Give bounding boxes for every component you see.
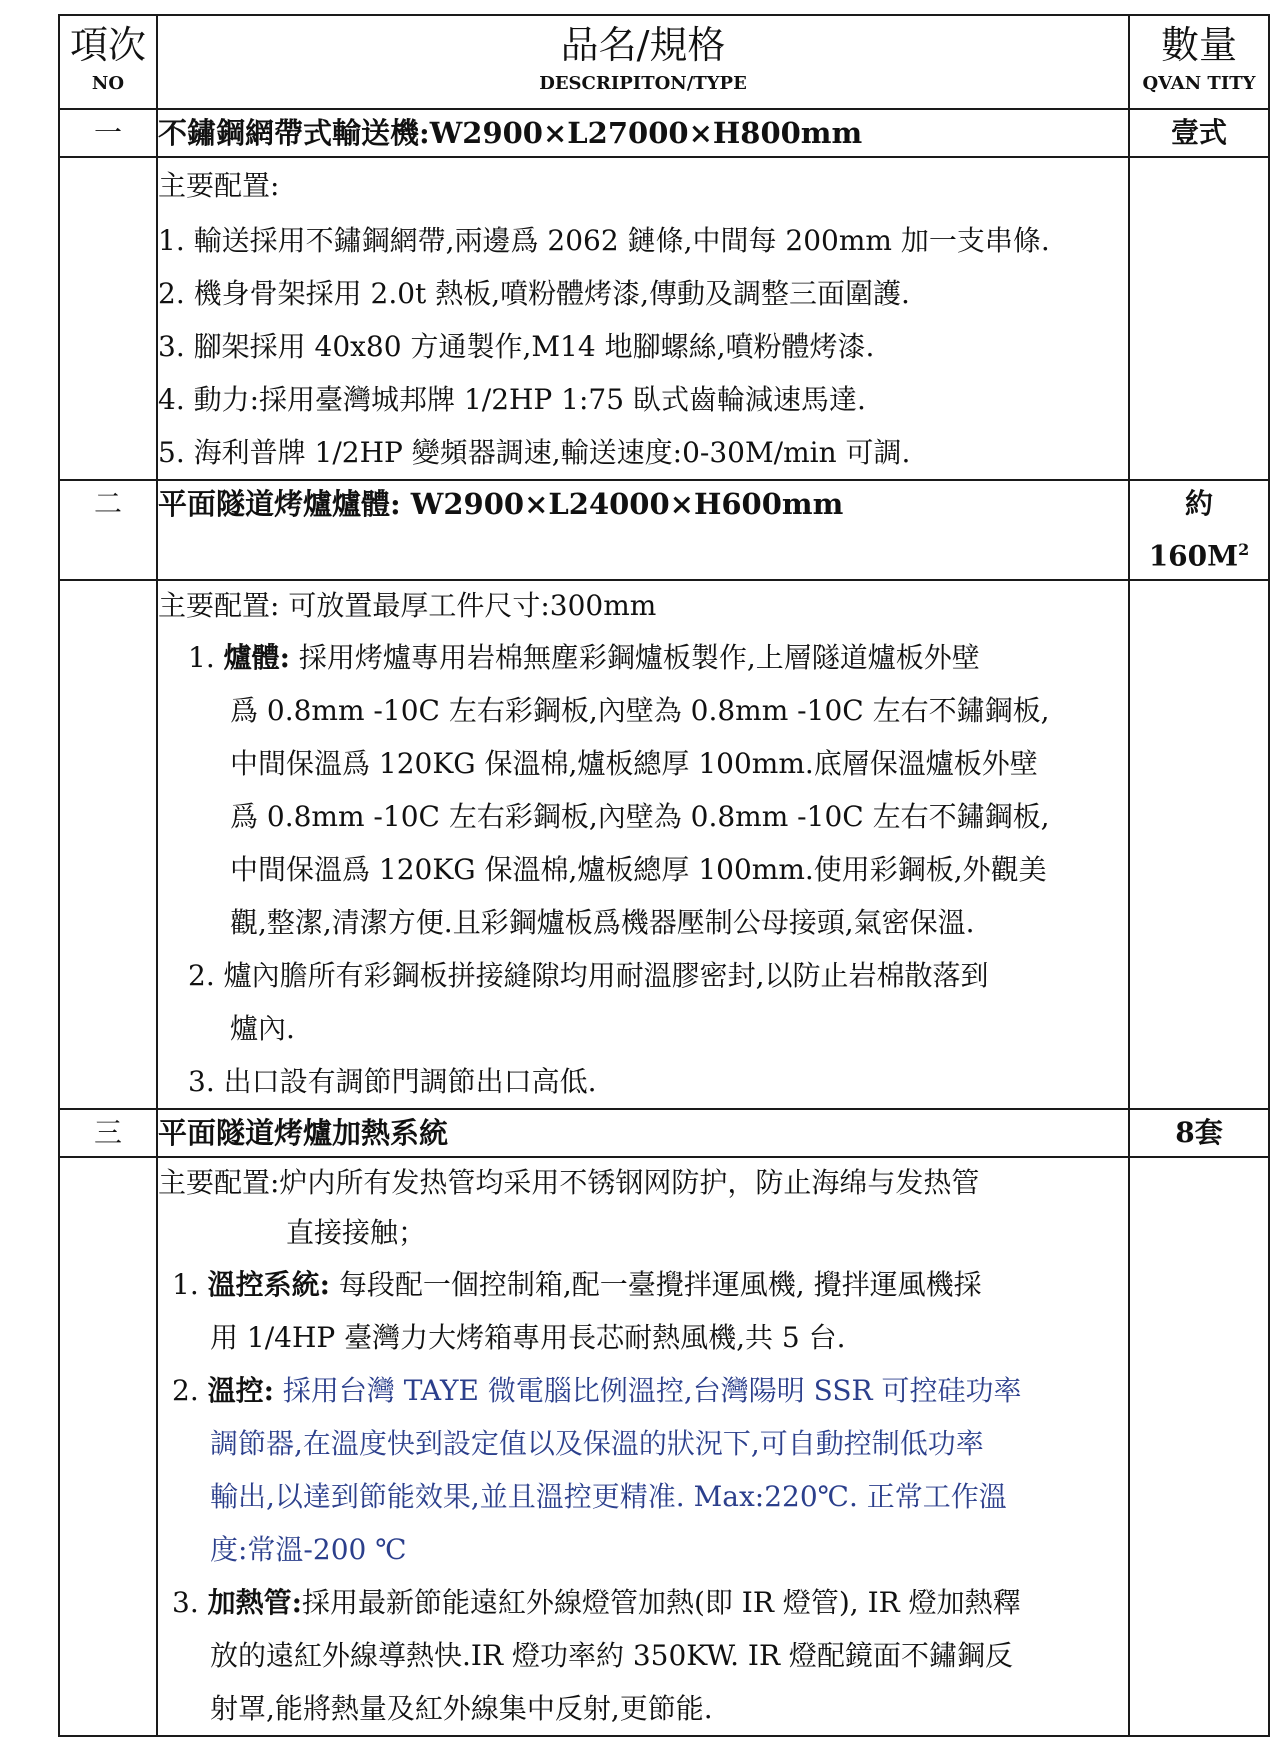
item1-qty: 壹式 (1129, 109, 1269, 157)
item1-qty-empty (1129, 157, 1269, 480)
item3-p3-cont-1: 放的遠紅外線導熱快.IR 燈功率約 350KW. IR 燈配鏡面不鏽鋼反 (210, 1639, 1013, 1673)
item3-p2-cont-3: 度:常溫-200 ℃ (210, 1533, 407, 1567)
item3-p2-first: 採用台灣 TAYE 微電腦比例溫控,台灣陽明 SSR 可控硅功率 (273, 1374, 1022, 1408)
item3-config-cont: 直接接触； (286, 1216, 427, 1250)
item3-qty: 8套 (1129, 1109, 1269, 1157)
item3-point-3 (158, 1576, 1128, 1629)
item1-title: 不鏽鋼網帶式輸送機:W2900×L27000×H800mm (157, 109, 1129, 157)
item3-p3-head: 加熱管: (207, 1586, 302, 1620)
item3-p2-num: 2. (172, 1374, 199, 1408)
item3-p2-cont-1: 調節器,在溫度快到設定值以及保溫的狀況下,可自動控制低功率 (210, 1427, 984, 1461)
item2-p1-first: 採用烤爐專用岩棉無塵彩鋼爐板製作,上層隧道爐板外壁 (289, 641, 980, 675)
header-desc-zh: 品名/規格 (560, 23, 726, 67)
item2-title-row (59, 480, 1269, 580)
item2-p1-cont-4: 中間保溫爲 120KG 保溫棉,爐板總厚 100mm.使用彩鋼板,外觀美 (230, 853, 1047, 887)
header-no-en: NO (91, 73, 125, 94)
header-qty-zh: 數量 (1160, 23, 1237, 67)
item1-line-5: 5. 海利普牌 1/2HP 變頻器調速,輸送速度:0-30M/min 可調. (158, 436, 911, 469)
item3-no: 三 (59, 1109, 157, 1157)
item2-title: 平面隧道烤爐爐體: W2900×L24000×H600mm (157, 480, 1129, 580)
header-no-zh: 項次 (69, 23, 146, 67)
item3-detail (157, 1157, 1129, 1736)
item3-p2-head: 溫控: (207, 1374, 274, 1408)
item3-point-1 (158, 1258, 1128, 1311)
header-qty-en: QVAN TITY (1142, 73, 1256, 94)
item2-p1-cont-3: 爲 0.8mm -10C 左右彩鋼板,內壁為 0.8mm -10C 左右不鏽鋼板, (230, 800, 1050, 834)
item2-p1-num: 1. (188, 641, 215, 675)
header-desc-en: DESCRIPITON/TYPE (539, 73, 747, 94)
header-description (157, 15, 1129, 109)
table-header-row (59, 15, 1269, 109)
item3-qty-empty (1129, 1157, 1269, 1736)
item3-p1-head: 溫控系統: (207, 1268, 330, 1302)
item3-p3-first: 採用最新節能遠紅外線燈管加熱(即 IR 燈管), IR 燈加熱釋 (301, 1586, 1021, 1620)
item3-p2-cont-2: 輸出,以達到節能效果,並且溫控更精准. Max:220℃. 正常工作溫 (210, 1480, 1007, 1514)
item2-qty-cell (1129, 480, 1269, 580)
item2-p1-cont-5: 觀,整潔,清潔方便.且彩鋼爐板爲機器壓制公母接頭,氣密保溫. (230, 906, 975, 940)
item1-line-3: 3. 腳架採用 40x80 方通製作,M14 地腳螺絲,噴粉體烤漆. (158, 330, 875, 363)
item2-no-empty (59, 580, 157, 1109)
item3-p3-num: 3. (172, 1586, 199, 1620)
item3-p1-first: 每段配一個控制箱,配一臺攪拌運風機, 攪拌運風機採 (329, 1268, 982, 1302)
item3-p1-cont: 用 1/4HP 臺灣力大烤箱專用長芯耐熱風機,共 5 台. (210, 1321, 846, 1355)
item1-line-2: 2. 機身骨架採用 2.0t 熱板,噴粉體烤漆,傳動及調整三面圍護. (158, 277, 910, 310)
item1-line-1: 1. 輸送採用不鏽鋼網帶,兩邊爲 2062 鏈條,中間每 200mm 加一支串條. (158, 224, 1050, 257)
item2-point-3: 3. 出口設有調節門調節出口高低. (188, 1065, 597, 1099)
item2-p1-cont-2: 中間保溫爲 120KG 保溫棉,爐板總厚 100mm.底層保溫爐板外壁 (230, 747, 1038, 781)
header-no (59, 15, 157, 109)
item3-title-row (59, 1109, 1269, 1157)
item1-line-4: 4. 動力:採用臺灣城邦牌 1/2HP 1:75 臥式齒輪減速馬達. (158, 383, 866, 416)
item2-qty-empty (1129, 580, 1269, 1109)
item2-qty: 約 160M (1148, 487, 1239, 573)
item3-title: 平面隧道烤爐加熱系統 (157, 1109, 1129, 1157)
item2-qty-sup: 2 (1238, 540, 1250, 559)
item2-detail-row (59, 580, 1269, 1109)
item1-no-empty (59, 157, 157, 480)
item2-config-label: 主要配置: 可放置最厚工件尺寸:300mm (158, 589, 657, 623)
item3-config-label: 主要配置:炉内所有发热管均采用不锈钢网防护，防止海绵与发热管 (158, 1166, 980, 1200)
item3-p1-num: 1. (172, 1268, 199, 1302)
item2-p1-cont-1: 爲 0.8mm -10C 左右彩鋼板,內壁為 0.8mm -10C 左右不鏽鋼板, (230, 694, 1050, 728)
item3-p3-cont-2: 射罩,能將熱量及紅外線集中反射,更節能. (210, 1692, 713, 1726)
item3-detail-row (59, 1157, 1269, 1736)
item2-p2-cont: 爐內. (230, 1012, 295, 1046)
item3-point-2 (158, 1364, 1128, 1417)
item3-no-empty (59, 1157, 157, 1736)
item2-point-2: 2. 爐內膽所有彩鋼板拼接縫隙均用耐溫膠密封,以防止岩棉散落到 (188, 959, 989, 993)
item2-no: 二 (59, 480, 157, 580)
item2-point-1 (158, 631, 1128, 684)
item2-detail (157, 580, 1129, 1109)
item1-no: 一 (59, 109, 157, 157)
header-quantity (1129, 15, 1269, 109)
spec-table (58, 14, 1270, 1737)
item1-detail (157, 157, 1129, 480)
item1-config-label: 主要配置: (158, 169, 280, 202)
item1-title-row (59, 109, 1269, 157)
item1-detail-row (59, 157, 1269, 480)
item2-p1-head: 爐體: (223, 641, 290, 675)
